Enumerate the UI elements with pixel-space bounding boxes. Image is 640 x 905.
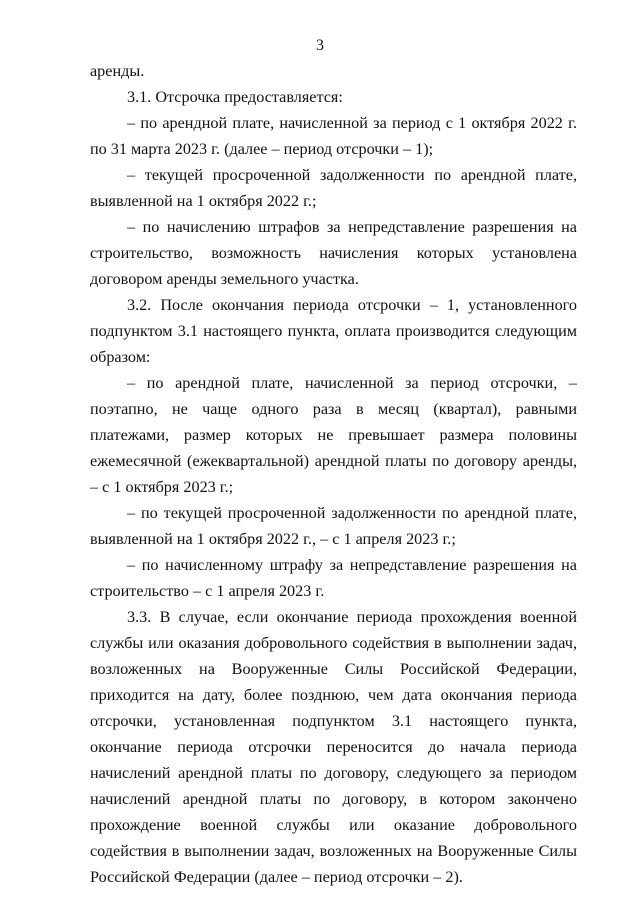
list-item-deferred-rent-payment: – по арендной плате, начисленной за период отсрочки, – поэтапно, не чаще одного раза в месяц (квартал), равными платежами, размер которых не превышает размера половины ежемесячной (ежеквартальной) арендной платы по договору аренды, – с 1 октября 2023 г.;: [90, 374, 577, 496]
list-item-rent-deferral: – по арендной плате, начисленной за период с 1 октября 2022 г. по 31 марта 2023 г. (далее – период отсрочки – 1);: [90, 114, 577, 158]
list-item-fines: – по начислению штрафов за непредставление разрешения на строительство, возможность начисления которых установлена договором аренды земельного участка.: [90, 218, 577, 288]
paragraph-3-1-heading: 3.1. Отсрочка предоставляется:: [127, 88, 343, 106]
list-item-overdue-debt-payment: – по текущей просроченной задолженности по арендной плате, выявленной на 1 октября 2022 г., – с 1 апреля 2023 г.;: [90, 504, 577, 548]
paragraph-continuation: аренды.: [90, 62, 145, 80]
paragraph-3-3: 3.3. В случае, если окончание периода прохождения военной службы или оказания добровольного содействия в выполнении задач, возложенных на Вооруженные Силы Российской Федерации, приходится на дату, более позднюю, чем дата окончания периода отсрочки, установленная подпунктом 3.1 настоящего пункта, окончание периода отсрочки переносится до начала периода начислений арендной платы по договору, следующего за периодом начислений арендной платы по договору, в котором закончено прохождение военной службы или оказание добровольного содействия в выполнении задач, возложенных на Вооруженные Силы Российской Федерации (далее – период отсрочки – 2).: [90, 608, 577, 886]
document-body: [90, 58, 577, 890]
list-item-fine-payment: – по начисленному штрафу за непредставление разрешения на строительство – с 1 апреля 2023 г.: [90, 556, 577, 600]
page-number: 3: [316, 37, 324, 54]
paragraph-3-2: 3.2. После окончания периода отсрочки – 1, установленного подпунктом 3.1 настоящего пункта, оплата производится следующим образом:: [90, 296, 577, 366]
list-item-overdue-debt: – текущей просроченной задолженности по арендной плате, выявленной на 1 октября 2022 г.;: [90, 166, 577, 210]
